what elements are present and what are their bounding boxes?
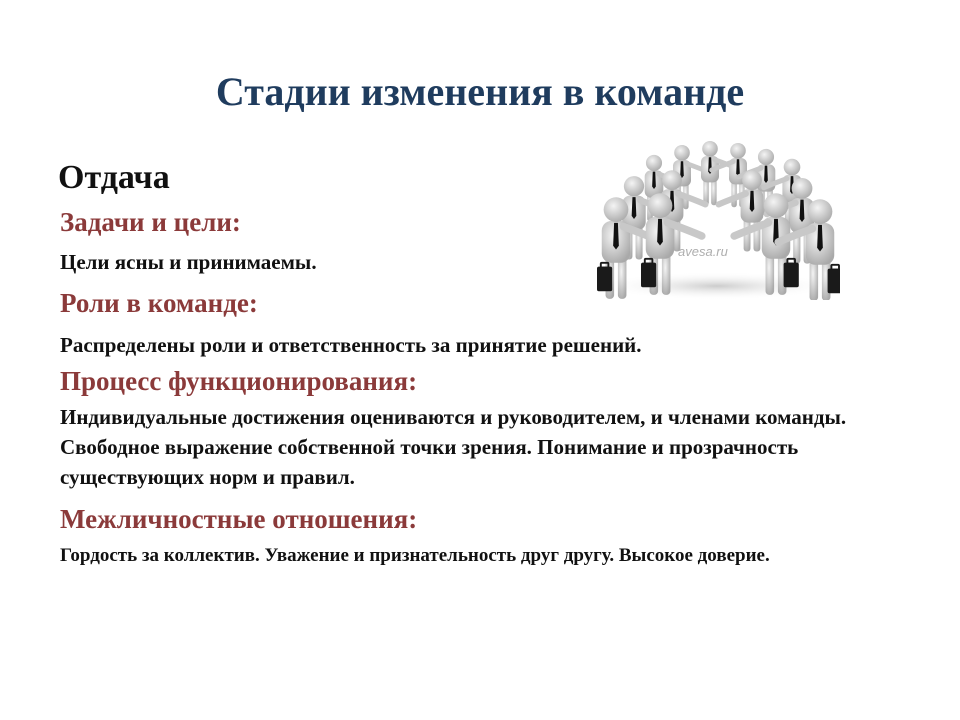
section-label: Задачи и цели: (60, 207, 241, 237)
watermark: avesa.ru (678, 244, 728, 259)
team-huddle-picture (594, 138, 840, 300)
section-text: Гордость за коллектив. Уважение и признательность друг другу. Высокое доверие. (60, 545, 770, 566)
briefcase-icon (641, 259, 656, 288)
section-text: Индивидуальные достижения оцениваются и руководителем, и членами команды. Свободное выражение собственной точки зрения. Понимание и прозрачность существующих норм и правил. (60, 405, 847, 489)
section-text: Цели ясны и принимаемы. (60, 250, 317, 274)
stage-heading: Отдача (58, 159, 170, 196)
briefcase-icon (828, 265, 840, 294)
section-relations (60, 502, 910, 570)
section-label: Процесс функционирования: (60, 366, 418, 396)
section-text: Распределены роли и ответственность за принятие решений. (60, 333, 642, 357)
section-label: Роли в команде: (60, 288, 258, 318)
section-goals (60, 205, 317, 277)
section-process (60, 364, 900, 492)
briefcase-icon (597, 263, 612, 292)
section-label: Межличностные отношения: (60, 504, 418, 534)
slide-title: Стадии изменения в команде (215, 69, 745, 114)
briefcase-icon (784, 259, 799, 288)
